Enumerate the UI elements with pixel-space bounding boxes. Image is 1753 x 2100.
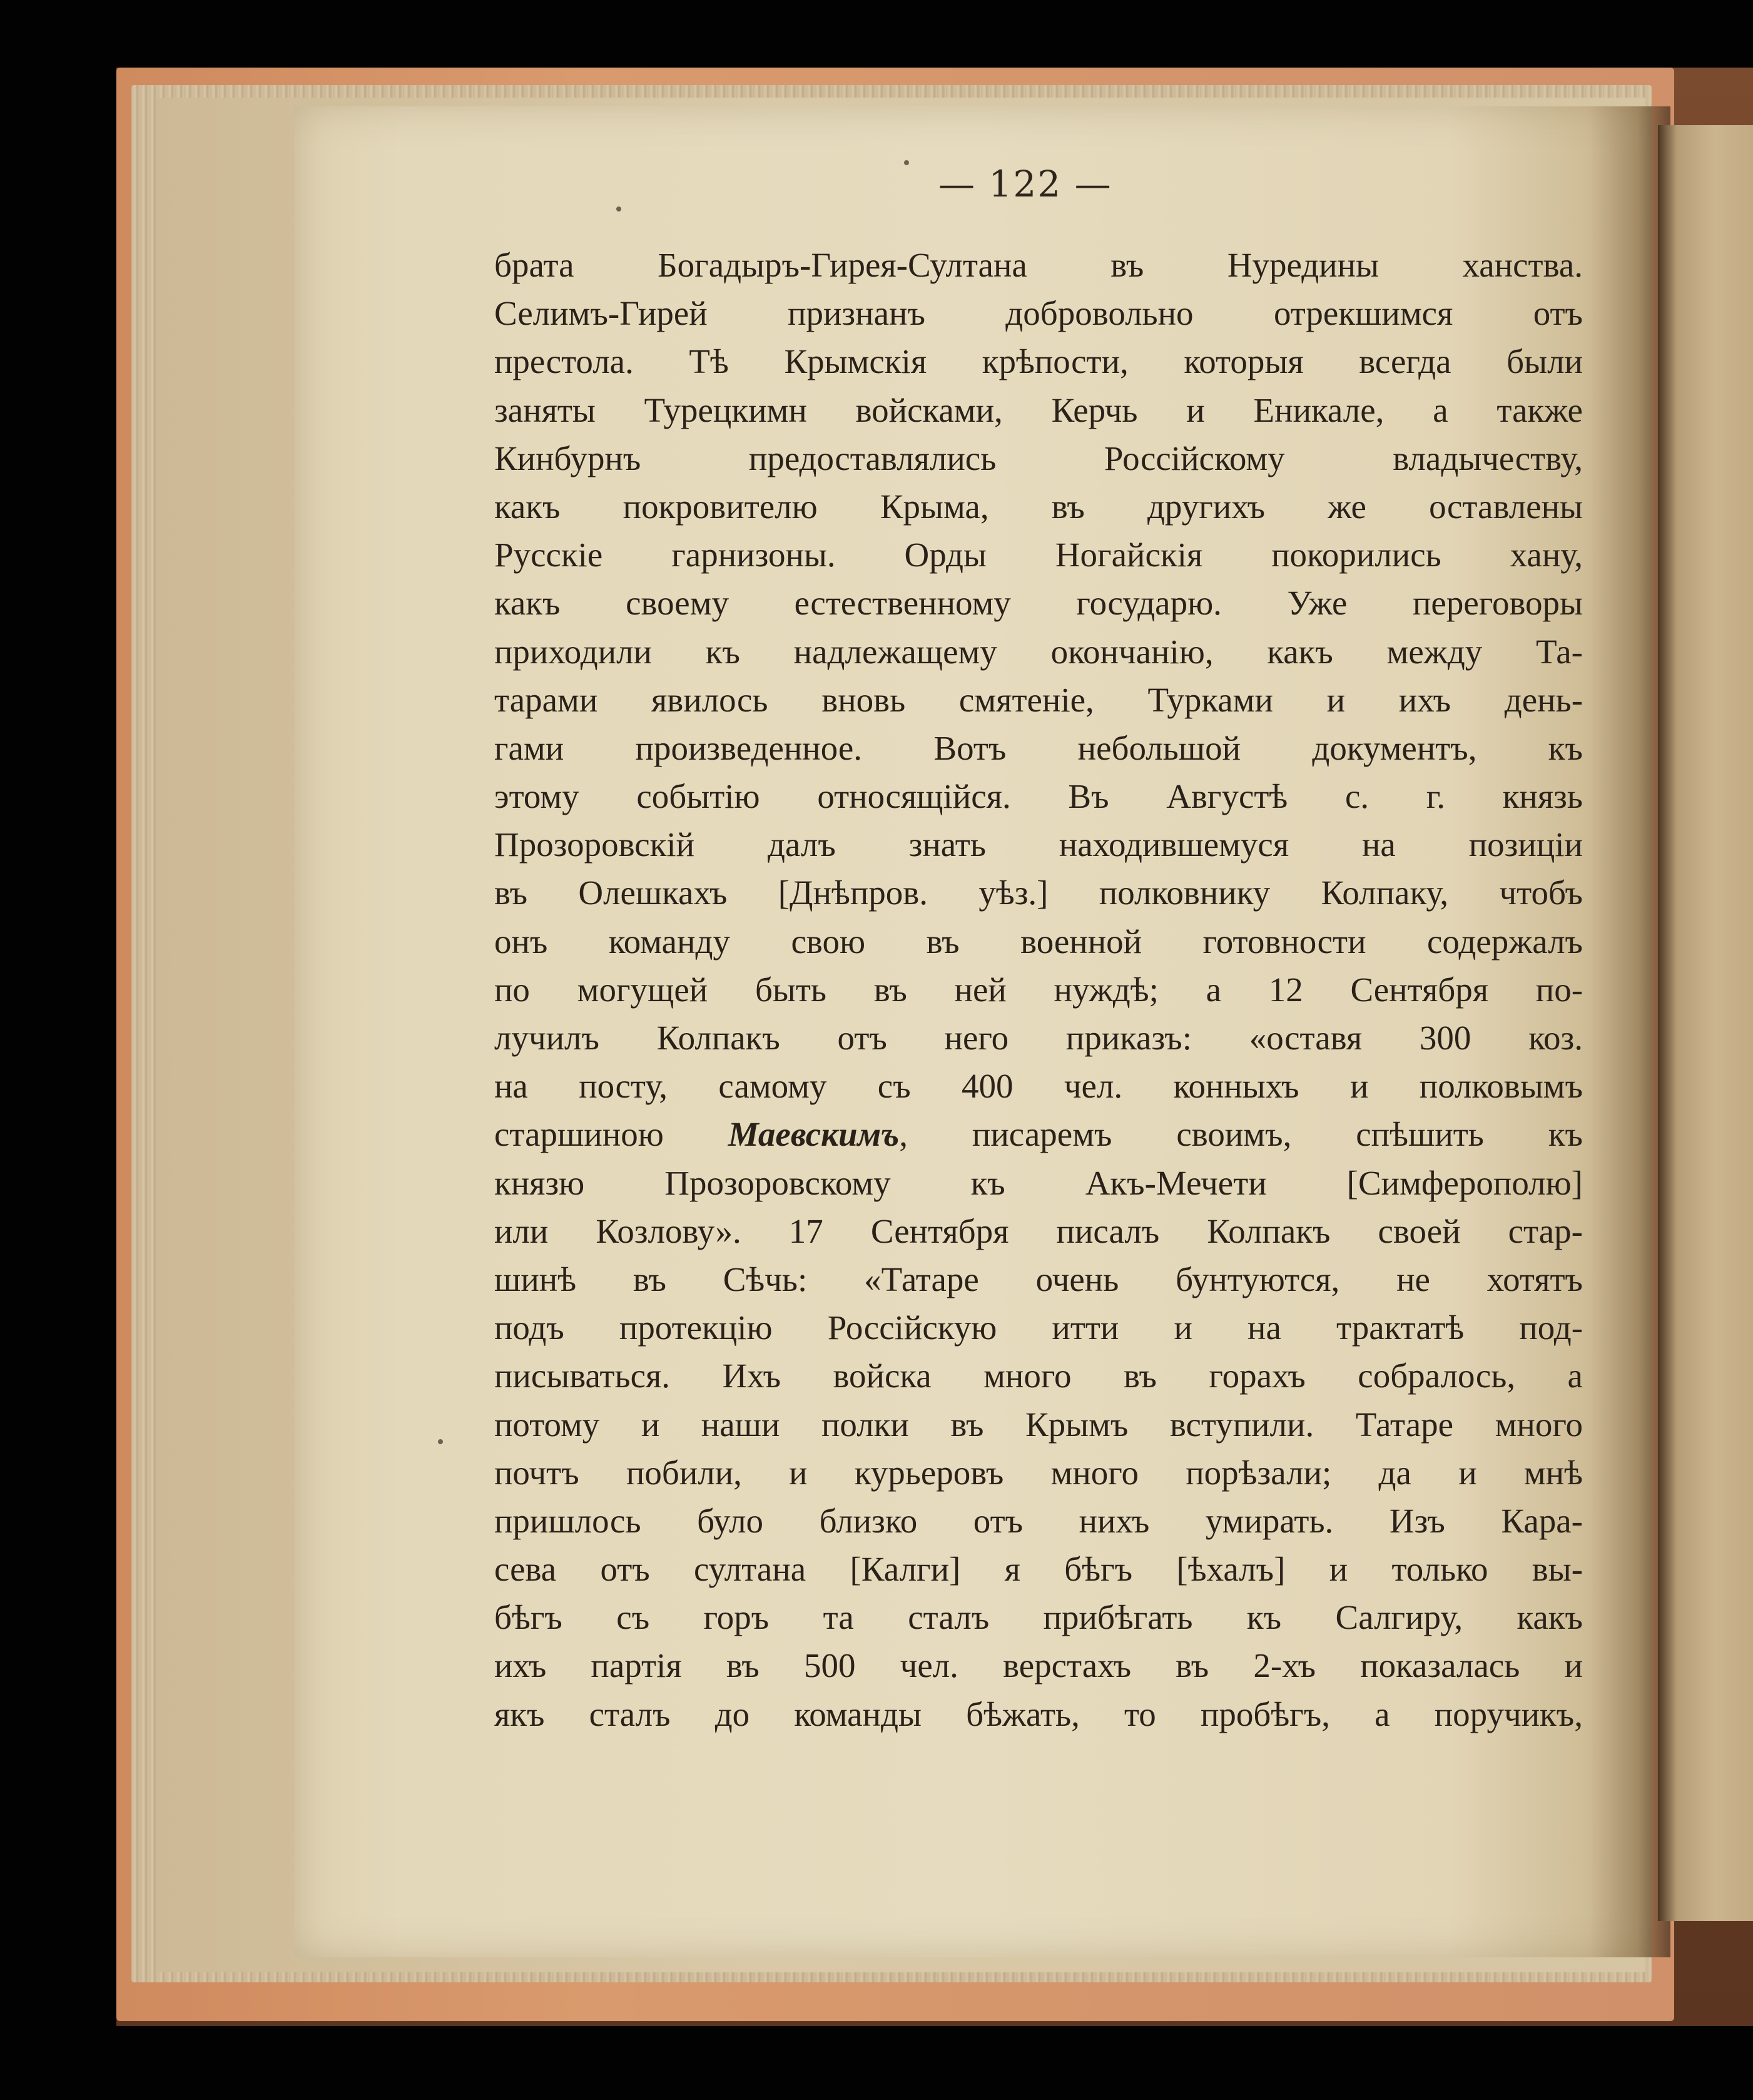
text-line: престола. Тѣ Крымскія крѣпости, которыя всегда были bbox=[494, 342, 1583, 381]
text-line: въ Олешкахъ [Днѣпров. уѣз.] полковнику Колпаку, чтобъ bbox=[494, 874, 1583, 912]
text-line: брата Богадыръ-Гирея-Султана въ Нуредины ханства. bbox=[494, 246, 1583, 284]
text-line: князю Прозоровскому къ Акъ-Мечети [Симферополю] bbox=[494, 1163, 1583, 1202]
text-line: на посту, самому съ 400 чел. конныхъ и полковымъ bbox=[494, 1067, 1583, 1106]
text-line: лучилъ Колпакъ отъ него приказъ: «оставя 300 коз. bbox=[494, 1019, 1583, 1057]
text-line-segment: старшиною bbox=[494, 1115, 728, 1154]
text-line: Кинбурнъ предоставлялись Россійскому владычеству, bbox=[494, 439, 1583, 477]
text-line: почтъ побили, и курьеровъ много порѣзали; да и мнѣ bbox=[494, 1453, 1583, 1492]
text-line: заняты Турецкимн войсками, Керчь и Еникале, а также bbox=[494, 390, 1583, 429]
text-line: Русскіе гарнизоны. Орды Ногайскія покорились хану, bbox=[494, 536, 1583, 574]
page-speck bbox=[616, 206, 621, 212]
text-line: шинѣ въ Сѣчь: «Татаре очень бунтуются, не хотятъ bbox=[494, 1260, 1583, 1298]
text-line: тарами явилось вновь смятеніе, Турками и ихъ день- bbox=[494, 680, 1583, 719]
text-line: потому и наши полки въ Крымъ вступили. Татаре много bbox=[494, 1405, 1583, 1444]
facing-page bbox=[1658, 125, 1753, 1921]
text-line: якъ сталъ до команды бѣжать, то пробѣгъ, а поручикъ, bbox=[494, 1695, 1583, 1733]
text-line: приходили къ надлежащему окончанію, какъ между Та- bbox=[494, 632, 1583, 671]
text-line: подъ протекцію Россійскую итти и на трактатѣ под- bbox=[494, 1308, 1583, 1347]
text-line: ихъ партія въ 500 чел. верстахъ въ 2-хъ показалась и bbox=[494, 1646, 1583, 1685]
text-line: этому событію относящійся. Въ Августѣ с. г. князь bbox=[494, 777, 1583, 816]
italic-name: Маевскимъ bbox=[728, 1115, 900, 1154]
text-line: какъ своему естественному государю. Уже переговоры bbox=[494, 584, 1583, 623]
text-line: по могущей быть въ ней нуждѣ; а 12 Сентября по- bbox=[494, 970, 1583, 1009]
text-line: пришлось було близко отъ нихъ умирать. Изъ Кара- bbox=[494, 1501, 1583, 1540]
page-speck bbox=[904, 160, 909, 165]
text-line bbox=[494, 1110, 1583, 1158]
text-line: какъ покровителю Крыма, въ другихъ же оставлены bbox=[494, 487, 1583, 526]
text-line: сева отъ султана [Калги] я бѣгъ [ѣхалъ] и только вы- bbox=[494, 1550, 1583, 1589]
text-line: бѣгъ съ горъ та сталъ прибѣгать къ Салгиру, какъ bbox=[494, 1598, 1583, 1637]
text-line: или Козлову». 17 Сентября писалъ Колпакъ своей стар- bbox=[494, 1211, 1583, 1250]
text-line-segment: , писаремъ своимъ, спѣшить къ bbox=[899, 1115, 1583, 1154]
text-line: Прозоровскій далъ знать находившемуся на позиціи bbox=[494, 825, 1583, 864]
page-text bbox=[494, 241, 1583, 1738]
text-line: онъ команду свою въ военной готовности содержалъ bbox=[494, 922, 1583, 961]
page-speck bbox=[438, 1439, 443, 1444]
text-line: Селимъ-Гирей признанъ добровольно отрекшимся отъ bbox=[494, 294, 1583, 333]
page-number: — 122 — bbox=[938, 163, 1112, 205]
text-line: гами произведенное. Вотъ небольшой документъ, къ bbox=[494, 728, 1583, 767]
text-line: писываться. Ихъ войска много въ горахъ собралось, а bbox=[494, 1357, 1583, 1395]
